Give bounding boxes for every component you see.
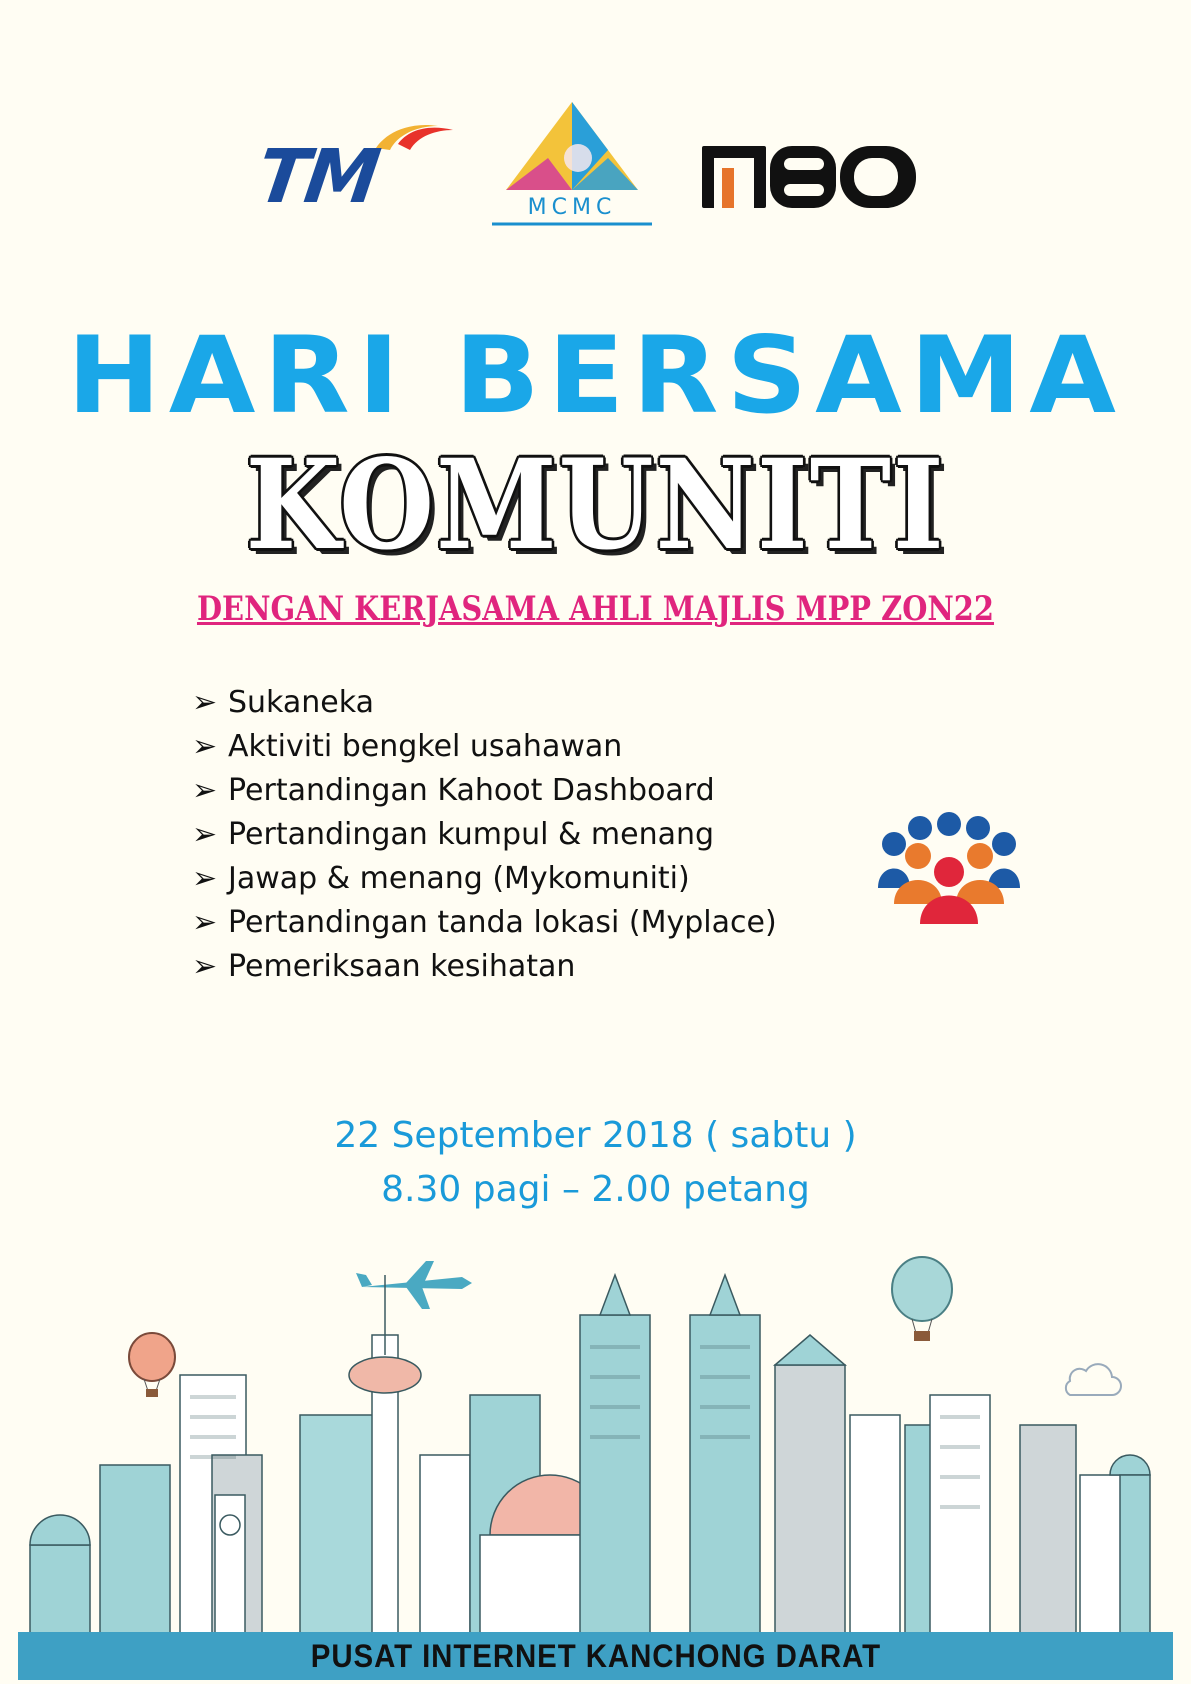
arrow-bullet-icon: ➢ — [192, 904, 218, 940]
list-item: ➢ Pertandingan tanda lokasi (Myplace) — [192, 904, 777, 940]
arrow-bullet-icon: ➢ — [192, 816, 218, 852]
footer-location: PUSAT INTERNET KANCHONG DARAT — [310, 1637, 881, 1674]
footer-banner — [18, 1632, 1173, 1680]
arrow-bullet-icon: ➢ — [192, 772, 218, 808]
list-item: ➢ Pertandingan kumpul & menang — [192, 816, 715, 852]
event-time: 8.30 pagi – 2.00 petang — [381, 1169, 810, 1210]
list-item: ➢ Sukaneka — [192, 684, 374, 720]
title-komuniti: KOMUNITI — [245, 433, 946, 578]
arrow-bullet-icon: ➢ — [192, 684, 218, 720]
airplane-icon — [356, 1261, 472, 1309]
hot-air-balloon-icon — [892, 1257, 952, 1341]
arrow-bullet-icon: ➢ — [192, 728, 218, 764]
tm-logo-text: TM — [251, 134, 383, 220]
list-item: ➢ Pertandingan Kahoot Dashboard — [192, 772, 715, 808]
subtitle-kerjasama: DENGAN KERJASAMA AHLI MAJLIS MPP ZON22 — [196, 589, 995, 629]
list-item: ➢ Jawap & menang (Mykomuniti) — [192, 860, 690, 896]
activities-list — [192, 680, 777, 988]
list-item: ➢ Pemeriksaan kesihatan — [192, 948, 576, 984]
list-item: ➢ Aktiviti bengkel usahawan — [192, 728, 623, 764]
city-skyline — [0, 1255, 1191, 1635]
nsd-logo — [700, 142, 918, 212]
community-people-icon — [876, 812, 1022, 926]
tm-logo — [251, 120, 458, 220]
hot-air-balloon-icon — [129, 1333, 175, 1397]
title-hari-bersama: HARI BERSAMA — [67, 314, 1124, 438]
arrow-bullet-icon: ➢ — [192, 948, 218, 984]
event-date: 22 September 2018 ( sabtu ) — [334, 1115, 857, 1156]
mcmc-logo-text: MCMC — [527, 195, 617, 220]
cloud-icon — [1066, 1364, 1121, 1395]
arrow-bullet-icon: ➢ — [192, 860, 218, 896]
mcmc-logo — [488, 100, 656, 228]
